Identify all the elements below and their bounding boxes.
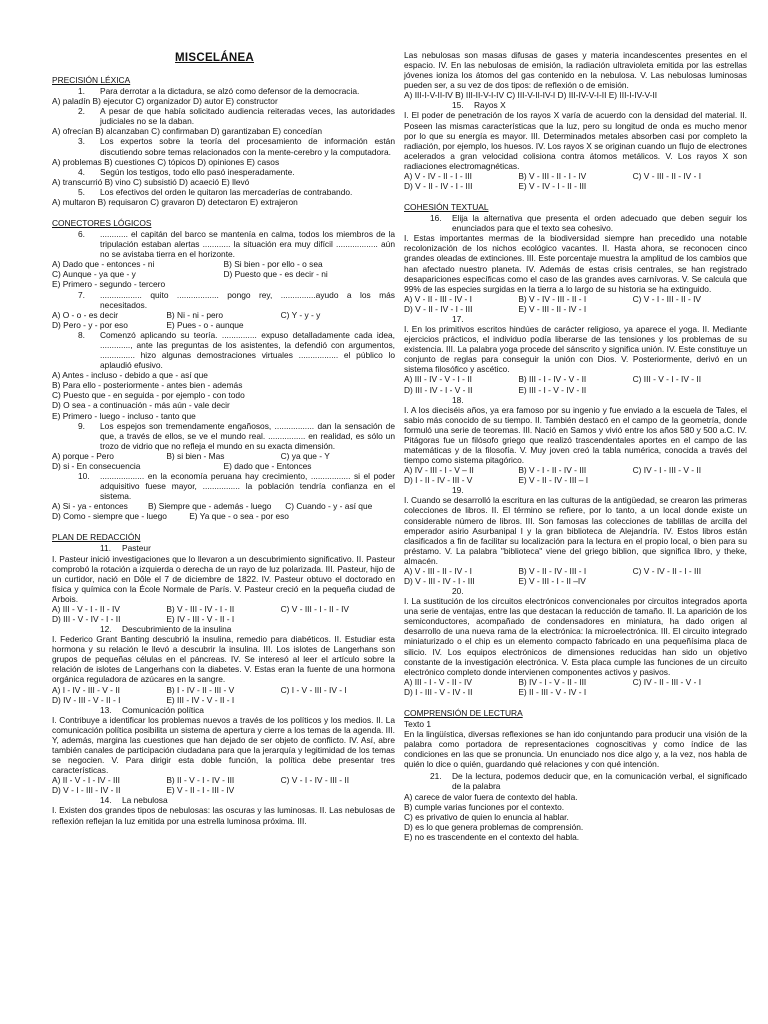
option-row: A) Dado que - entonces - ni B) Si bien - por ello - o sea (52, 259, 323, 270)
options: A) multaron B) requisaron C) gravaron D) detectaron E) extrajeron (52, 196, 298, 207)
option: C) es privativo de quien lo enuncia al hablar. (404, 811, 569, 822)
option-row: D) I - II - IV - III - V E) V - II - IV - III – I (404, 475, 589, 486)
question: 4. Según los testigos, todo ello pasó inesperadamente. (78, 166, 295, 177)
question-heading: 15. Rayos X (452, 100, 506, 111)
option-row: E) Primero - segundo - tercero (52, 279, 166, 290)
section-title: PLAN DE REDACCIÓN (52, 532, 141, 543)
paragraph: I. A los dieciséis años, ya era famoso por su ingenio y fue enviado a la escuela de Tales, el sabio más conocido de su tiempo. II. También destacó en el campo de la geometría, donde formuló una serie de teoremas. III. Nació en Samos y vivió entre los años 580 y 500 a.C. IV. Pitágoras fue un filósofo griego que realizó trascendentales aportes en el campo de las matemáticas y de la filosofía. V. Muy joven creó la tabla numérica, conocida a través del tiempo como sistema pitagórico. (404, 404, 747, 466)
option-row: D) V - I - III - IV - II E) V - II - I - III - IV (52, 785, 235, 796)
option-row: A) III - V - I - II - IV B) V - III - IV - I - II C) V - III - I - II - IV (52, 603, 350, 614)
option-row: D) V - II - IV - I - III E) V - III - II - IV - I (404, 303, 587, 314)
options: A) ofrecían B) alcanzaban C) confirmaban D) garantizaban E) concedían (52, 126, 323, 137)
question-heading: 18. (452, 394, 464, 405)
question: 10. ................... en la economía peruana hay crecimiento, ................. si el poder adquisitivo fuese mayor, ................ la población tendría confianza en el sistema. (78, 470, 395, 502)
paragraph: En la lingüística, diversas reflexiones se han ido conjuntando para producir una visión de la palabra como portadora de representaciones cognoscitivas y como índice de las condiciones en las que se pronuncia. Un enunciado nos dice algo y, a la vez, nos habla de quién lo dice o quién, guardando qué relaciones y con qué intención. (404, 729, 747, 770)
options: A) problemas B) cuestiones C) tópicos D) opiniones E) casos (52, 156, 280, 167)
paragraph: I. Contribuye a identificar los problemas nuevos a través de los políticos y los medios. II. La comunicación política posibilita un sistema de apertura y cierre a los temas de la agenda. III. Y, además, margina las cuestiones que han dejado de ser objeto de conflicto. IV. Así, abre también canales de participación ciudadana para que la jerarquía y legitimidad de los temas se negocien. V. Para dirigir esta doble función, la política debe presentar tres características. (52, 714, 395, 776)
option-row: A) Si - ya - entonces B) Siempre que - además - luego C) Cuando - y - así que (52, 501, 373, 512)
options: A) transcurrió B) vino C) subsistió D) acaeció E) llevó (52, 176, 250, 187)
option-row: A) O - o - es decir B) Ni - ni - pero C) Y - y - y (52, 309, 321, 320)
option-row: D) I - III - V - IV - II E) II - III - V - IV - I (404, 686, 587, 697)
question: 2. A pesar de que había solicitado audiencia reiteradas veces, las autoridades judiciales no se la daban. (78, 106, 395, 127)
option-row: D) III - V - IV - I - II E) IV - III - V - II - I (52, 613, 235, 624)
question: 16. Elija la alternativa que presenta el orden adecuado que deben seguir los enunciados para que el texto sea cohesivo. (430, 213, 747, 234)
options: A) III-I-V-II-IV B) III-II-V-I-IV C) III-V-II-IV-I D) III-IV-V-I-II E) III-I-IV-V-II (404, 90, 658, 101)
option: E) no es trascendente en el contexto del habla. (404, 831, 580, 842)
option-row: A) IV - III - I - V – II B) V - I - II - IV - III C) IV - I - III - V - II (404, 465, 702, 476)
paragraph: Las nebulosas son masas difusas de gases y materia incandescentes presentes en el espacio. IV. En las nebulosas de emisión, la radiación ultravioleta emitida por las estrellas jóvenes ioniza los átomos del gas contenido en la nebulosa. V. Las nebulosas luminosas pueden ser, a su vez de dos tipos: de reflexión o de emisión. (404, 50, 747, 91)
page-title: MISCELÁNEA (175, 52, 255, 64)
question-heading: 14. La nebulosa (100, 795, 168, 806)
question-heading: 17. (452, 313, 464, 324)
question-heading: 12. Descubrimiento de la insulina (100, 624, 232, 635)
paragraph: I. La sustitución de los circuitos electrónicos convencionales por circuitos integrados aporta una serie de ventajas, entre las que destacan la reducción de tamaño. II. La aparición de los semiconductores, acompañado de condensadores en miniatura, ha dado origen al desarrollo de una nueva rama de la electrónica: la microelectrónica. III. El circuito integrado miniaturizado o el chip es un elemento compacto fabricado en una pequeñísima placa de silicio. IV. Los equipos electrónicos de dimensiones reducidas han sido un objetivo constante de la investigación electrónica. V. Esta placa cumple las funciones de un circuito electrónico completo donde intervienen componentes activos y pasivos. (404, 596, 747, 677)
option-row: A) V - II - III - IV - I B) V - IV - III - II - I C) V - I - III - II - IV (404, 293, 702, 304)
option: A) carece de valor fuera de contexto del habla. (404, 791, 578, 802)
option-row: C) Aunque - ya que - y D) Puesto que - es decir - ni (52, 269, 328, 280)
question-heading: 13. Comunicación política (100, 704, 204, 715)
option: A) Antes - incluso - debido a que - así que (52, 370, 208, 381)
section-title: COMPRENSIÓN DE LECTURA (404, 707, 523, 718)
option-row: A) V - III - II - IV - I B) V - II - IV - III - I C) V - IV - II - I - III (404, 565, 702, 576)
section-title: CONECTORES LÓGICOS (52, 218, 152, 229)
option-row: A) I - IV - III - V - II B) I - IV - II - III - V C) I - V - III - IV - I (52, 684, 347, 695)
question: 8. Comenzó aplicando su teoría. ............... expuso detalladamente cada idea, ............., ante las preguntas de los asistentes, la defendió con argumentos, ............... hizo algunas demostraciones virtuales ................. el público lo aplaudió efusivo. (78, 329, 395, 371)
question: 6. ............ el capitán del barco se mantenía en calma, todos los miembros de la tripulación estaban alertas ............ la situación era muy difícil .................. aún no se avistaba tierra en el horizonte. (78, 229, 395, 260)
option-row: D) Pero - y - por eso E) Pues - o - aunque (52, 319, 244, 330)
question-heading: 19. (452, 485, 464, 496)
option: D) es lo que genera problemas de comprensión. (404, 821, 584, 832)
option-row: A) III - IV - V - I - II B) III - I - IV - V - II C) III - V - I - IV - II (404, 374, 702, 385)
option-row: D) si - En consecuencia E) dado que - Entonces (52, 460, 312, 471)
option: C) Puesto que - en seguida - por ejemplo - con todo (52, 390, 245, 401)
option-row: A) III - I - V - II - IV B) IV - I - V - II - III C) IV - II - III - V - I (404, 676, 702, 687)
paragraph: I. En los primitivos escritos hindúes de carácter religioso, ya aparece el yoga. II. Mediante ejercicios prácticos, el individuo podía liberarse de las tensiones y los problemas de su existencia. III. La palabra yoga procede del sánscrito y significa unión. IV. Este constituye un conjunto de reglas para conseguir la unión con Dios. V. Posteriormente, derivó en un sistema filosófico y ascético. (404, 324, 747, 375)
option-row: A) porque - Pero B) si bien - Mas C) ya que - Y (52, 450, 330, 461)
question: 3. Los expertos sobre la teoría del procesamiento de información están discutiendo sobre temas relacionados con la mente-cerebro y la computadora. (78, 136, 395, 157)
question: 7. .................. quito .................. pongo rey, ...............ayudo a los más necesitados. (78, 289, 395, 310)
question: 9. Los espejos son tremendamente engañosos, ................. dan la sensación de que, a través de ellos, se ve el mundo real. ................ en realidad, es sólo un trozo de vidrio que no refleja el mundo en su exacta dimensión. (78, 420, 395, 451)
paragraph: I. Estas importantes mermas de la biodiversidad siempre han precedido una notable recolonización de los nichos ecológico vacantes. II. Hasta ahora, se reconocen cinco grandes oleadas de extinciones. III. Este porcentaje muestra la amplitud de los cambios que han afectado nuestro planeta. IV. Además de estas crisis centrales, se han registrado desapariciones específicas como el caso de las grandes aves carnívoras. V. Se calcula que 99% de las especies surgidas en la tierra a lo largo de su historia se ha extinguido. (404, 233, 747, 294)
option: D) O sea - a continuación - más aún - vale decir (52, 400, 230, 411)
paragraph: I. Pasteur inició investigaciones que lo llevaron a un descubrimiento significativo. II. Pasteur comprobó la rotación a izquierda o derecha de un rayo de luz polarizada. III. Pasteur, hijo de un curtidor, nació en Dôle el 7 de diciembre de 1822. IV. Pasteur obtuvo el doctorado en física y química con la École Normale de París. V. Pasteur creció en la pequeña ciudad de Arbois. (52, 553, 395, 604)
question: 1. Para derrotar a la dictadura, se alzó como defensor de la democracia. (78, 86, 360, 97)
option-row: A) V - IV - II - I - III B) V - III - II - I - IV C) V - III - II - IV - I (404, 170, 702, 181)
section-title: COHESIÓN TEXTUAL (404, 202, 489, 213)
paragraph: I. Existen dos grandes tipos de nebulosas: las oscuras y las luminosas. II. Las nebulosas de reflexión reflejan la luz emitida por una estrella luminosa próxima. III. (52, 805, 395, 826)
right-column (404, 50, 747, 842)
option-row: D) IV - III - V - II - I E) III - IV - V - II - I (52, 694, 235, 705)
option: B) Para ello - posteriormente - antes bien - además (52, 380, 243, 391)
paragraph: I. Federico Grant Banting descubrió la insulina, remedio para diabéticos. II. Estudiar esta hormona y su relación le llevó a descubrir la insulina. III. Los islotes de Langerhans son grupos de pequeñas células en el páncreas. IV. Se interesó al leer el artículo sobre la relación de islotes de Langerhans con la diabetes. V. Estas eran la fuente de una hormona orgánica reguladora de azúcares en la sangre. (52, 634, 395, 685)
question-heading: 20. (452, 586, 464, 597)
option-row: D) V - III - IV - I - III E) V - III - I - II –IV (404, 575, 586, 586)
option-row: D) V - II - IV - I - III E) V - IV - I - II - III (404, 181, 587, 192)
text-label: Texto 1 (404, 719, 432, 729)
left-column (52, 72, 395, 826)
options: A) paladín B) ejecutor C) organizador D) autor E) constructor (52, 96, 278, 107)
question: 5. Los efectivos del orden le quitaron las mercaderías de contrabando. (78, 186, 353, 197)
option-row: D) Como - siempre que - luego E) Ya que - o sea - por eso (52, 511, 289, 522)
question-heading: 11. Pasteur (100, 543, 151, 554)
paragraph: I. El poder de penetración de los rayos X varía de acuerdo con la densidad del material. II. Poseen las mismas características que la luz, pero su longitud de onda es mucho menor por lo que su energía es mayor. III. Determinados metales absorben casi por completo la radiación, por ejemplo, los huesos. IV. Los rayos X se originan cuando un flujo de electrones acelerados a gran velocidad colisiona contra átomos metálicos. V. Los rayos X son radiaciones electromagnéticas. (404, 110, 747, 171)
option-row: D) III - IV - I - V - II E) III - I - V - IV - II (404, 384, 587, 395)
section-title: PRECISIÓN LÉXICA (52, 75, 131, 85)
option: E) Primero - luego - incluso - tanto que (52, 410, 196, 421)
option-row: A) II - V - I - IV - III B) II - V - I - IV - III C) V - I - IV - III - II (52, 775, 350, 786)
paragraph: I. Cuando se desarrolló la escritura en las culturas de la antigüedad, se crearon las primeras colecciones de libros. II. El término se refiere, por lo tanto, a un local donde existe un considerable número de libros. III. Son famosas las colecciones de tablillas de arcilla del emperador asirio Asurbanipal I y la gran biblioteca de Alejandría. IV. Estos libros están clasificados a fin de facilitar su localización para la lectura en el propio local, o bien para su préstamo. V. La palabra "biblioteca" viene del griego biblion, que significa libro, y theke, almacén. (404, 495, 747, 566)
option: B) cumple varias funciones por el contexto. (404, 801, 565, 812)
question: 21. De la lectura, podemos deducir que, en la comunicación verbal, el significado de la palabra (430, 771, 747, 792)
